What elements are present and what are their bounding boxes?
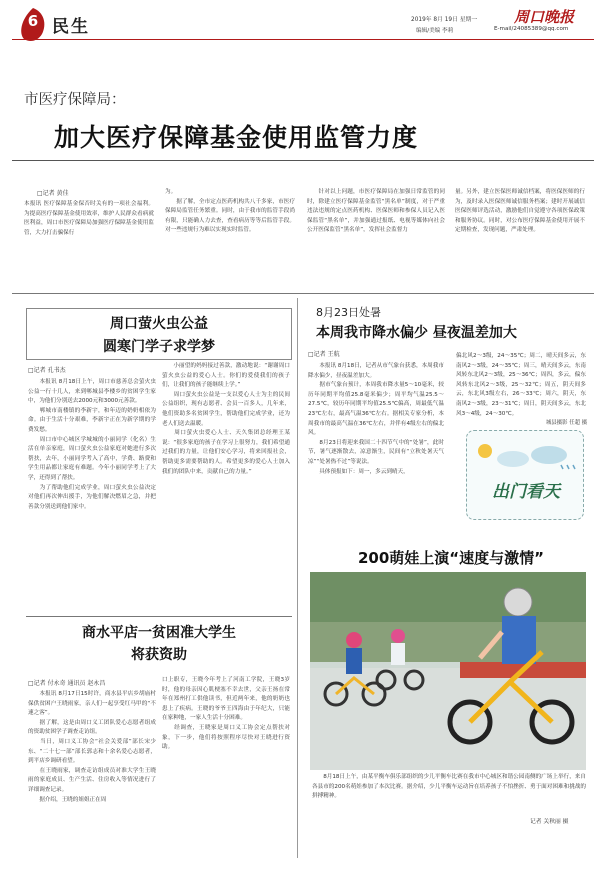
lead-byline: □记者 黄佳 <box>37 190 69 197</box>
lead-col-4: 量。另外，建立医保医师诚信档案，将医保医师的行为，及时录入医保医师诚信服务档案；建时开展诚信医保医师评选活动，激励他们自觉遵守各项医保政策和服务协议。同时，对公布医疗保障基金使用开展不定期检查，发现问题，严肃处理。 <box>455 189 585 234</box>
weather-headline: 本周我市降水偏少 昼夜温差加大 <box>316 325 517 341</box>
masthead-rule <box>12 39 594 40</box>
weather-byline: □记者 王航 <box>308 351 340 358</box>
date-line: 2019年 8月 19日 星期一 <box>411 17 478 23</box>
firefly-col-1: 本报讯 8月18日上午，周口市慈善总会萤火虫公益一行十几人，来到郸城县李楼乡的贫困学生家中，为他们分别送去2000元和3000元善款。 郸城市南楼镇的李新宇，和年迈的奶奶相依为命。由于生活十分艰难，李新宇正在为新学期的学费发愁。 周口市中心城区学城城的小丽同学（化名）生活在单亲家庭，周口萤火虫公益家庭对她进行多次帮扶，去年，小丽同学考入了高中，学费、路费和学生用品都让家庭有难题。今年小丽同学考上了大学，还得到了帮扶。 为了帮助他们完成学业，周口萤火虫公益决定对他们再次伸出援手，为他们解决燃眉之急，并把善款分别送到他们家中。 <box>28 379 156 510</box>
lead-col-2: 为。 据了解，全市定点医药机构共八千多家，市医疗保障局监管任务繁重。同时，由于我市的监管手段尚有限，只能确人力去查，查看病历等等后监管手段。对一些违规行为难以实现实时监管。 <box>165 189 295 234</box>
weather-kicker: 8月23日处暑 <box>316 306 381 319</box>
column-divider <box>297 298 298 858</box>
kids-credit: 记者 关秋丽 摄 <box>530 819 569 825</box>
firefly-title-box <box>26 308 292 360</box>
firefly-title-1: 周口萤火虫公益 <box>110 316 208 332</box>
section-name: 民生 <box>52 17 90 37</box>
shangshui-col-1: 本报讯 8月17日15时许，商水县平店乡胡庙村保供贫困户王晓雨家，亲人们一起享受红马甲的“不速之客”。 据了解，这是由周口义工团队爱心志愿者组成的资助贫困学子调查走访组。 当日，周口义工协会“社会关爱部”部长宋少东、“二十七一部”部长郭志和十余名爱心志愿者，到平店乡调研看望。 在王晓雨家，调查走访组成员对准大学生王晓雨的家庭成员、生产生活、住房收入等情况进行了详细调查记录。 据介绍，王晓的姐姐正在周 <box>28 691 156 803</box>
firefly-title-2: 圆寒门学子求学梦 <box>103 339 215 355</box>
kids-headline: 200萌娃上演“速度与激情” <box>357 549 545 567</box>
shangshui-title-2: 将获资助 <box>131 647 187 663</box>
lead-col-3: 针对以上问题，市医疗保障局在加强日常监管的同时，除建立医疗保障基金监管“黑名单”制度，对于严重违法违规的定点医药机构、医保医师和参保人员记入医保监管“黑名单”，并加强通过报纸、电视等媒体向社会公开医保监管“黑名单”，发挥社会监督力 <box>307 189 445 234</box>
cloud-sun-icon <box>471 439 581 471</box>
kids-photo <box>310 572 586 770</box>
masthead <box>6 2 594 52</box>
weather-badge-text: 出门看天 <box>492 482 560 502</box>
paper-logo: 周口晚报 <box>514 8 575 26</box>
lead-top-rule <box>12 160 594 161</box>
lead-headline: 加大医疗保障基金使用监管力度 <box>54 123 419 152</box>
weather-col-1: 本报讯 8月18日，记者从市气象台获悉，本周我市降水偏少，昼夜温差加大。 据市气象台预计，本周我市降水量5～10毫米，较历年同期平均值25.8毫米偏少；周平均气温25.5～27.5℃，较历年同期平均值25.5℃偏高，周最低气温23℃左右，最高气温36℃左右。据相关专家分析，本周我市的最高气温在36℃左右，并伴有4级左右的偏北风。 8月23日将迎来我国二十四节气中的“处暑”，此时节，暑气逐渐散去，凉意渐生，民间有“立秋处暑天气凉”“处暑热不过”等说法。 具体预报如下：周一，多云到晴天， <box>308 363 444 475</box>
shangshui-title-1: 商水平店一贫困准大学生 <box>82 625 236 641</box>
shangshui-byline: □记者 付永奇 通讯员 赵永昌 <box>28 680 106 687</box>
page-number: 6 <box>27 12 39 30</box>
weather-credit: 城县摄影 任超 摄 <box>546 420 588 426</box>
editor-line: 编辑/美编 李莉 <box>416 28 454 34</box>
shangshui-top-rule <box>26 616 292 617</box>
lead-kicker: 市医疗保障局： <box>24 92 126 108</box>
firefly-byline: □记者 孔书杰 <box>28 367 66 374</box>
shangshui-col-2: 口上职专，王晓今年考上了河南工学院，王晓3岁时，他的母亲因心肌梗塞不幸去世，父亲王扬在常年在郑州打工供他读书，但近两年来，他的奶奶也患上了疾病。王晓的爷爷王四海由于年纪大，只能在家种地，一家人生活十分困难。 经调查，王晓家是周口义工协会定点帮扶对象，下一步，他们将按照程序尽快对王晓进行资助。 <box>162 677 290 751</box>
lead-col-1: 本报讯 医疗保障基金保否时关有的一项社会福利。为提高医疗保障基金使用效率，维护人民群众看病就医利益，周口市医疗保障局加强医疗保障基金使用监管，大力打击骗保行 <box>24 201 154 236</box>
lead-bottom-rule <box>12 293 594 294</box>
kids-caption: 8月18日上午，由某平衡车俱乐部组织的少儿平衡车比赛在我市中心城区和谐公园南侧的广场上举行，来自各县市的200名萌娃参加了本次比赛。据介绍，少儿平衡车运动旨在培养孩子不怕挫折、勇于面对困难和挑战的拼搏精神。 <box>312 774 586 800</box>
weather-col-2: 偏北风2～3级，24～35℃；周二，晴天间多云，东南风2～3级，24～35℃；周三，晴天间多云，东南风转东北风2～3级，25～36℃；周四，多云，偏东风转东北风2～3级，25～32℃；周五，阴天间多云，东北风3级左右，26～33℃；周六，阴天，东南风2～3级，23～31℃；周日，阴天间多云，东北风3～4级，24～30℃。 <box>456 353 586 417</box>
email-line: E-mail/24085389@qq.com <box>494 26 569 32</box>
firefly-col-2: 小丽望的妈妈接过善款，激动地说：“谢谢周口萤火虫公益的爱心人士。你们的爱使我们的孩子们，让我们的孩子能继续上学。” 周口萤火虫公益是一支以爱心人士为主的民间公益组织，现有志愿者、会员一百多人，几年来，他们资助多名贫困学生，帮助他们完成学业，还为老人们送去温暖。 周口萤火虫爱心人士、天久集团总经理王某说：“很多家庭的孩子在学习上很努力，我们希望通过我们的力量，让他们安心学习，将来回报社会，帮助更多需要帮助的人。希望更多的爱心人士加入我们的团队中来，贡献自己的力量。” <box>162 363 290 475</box>
weather-badge-box <box>466 430 584 520</box>
